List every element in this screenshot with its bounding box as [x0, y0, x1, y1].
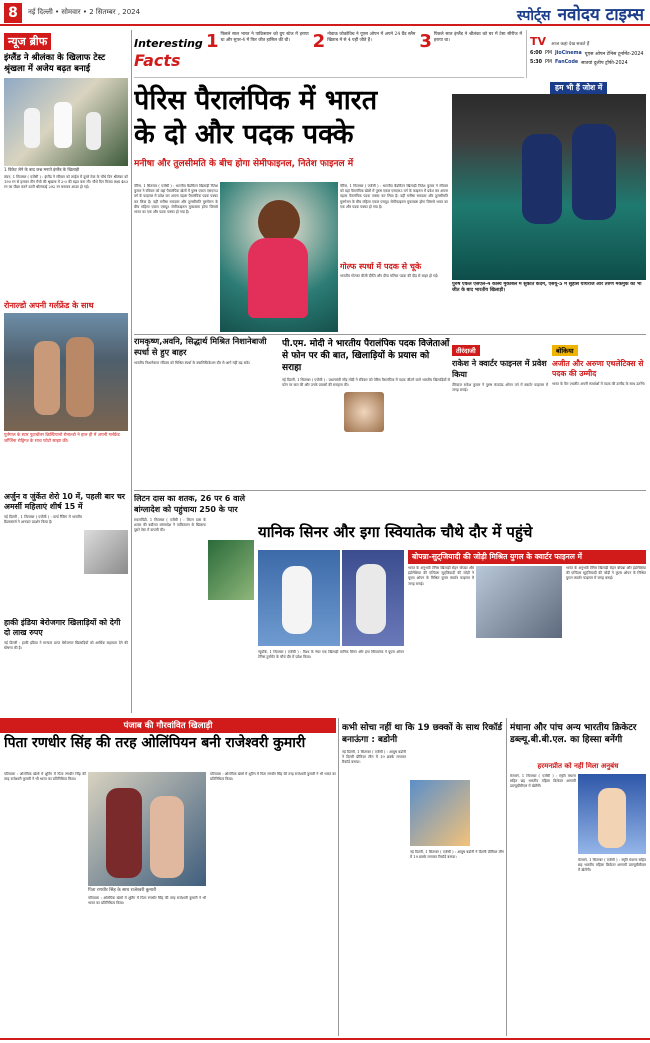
liton-photo [208, 540, 254, 600]
modi-story [282, 338, 450, 486]
punjab-body-2: पटियाला : ओलंपिक खेलों में शूटिंग में पिता रणधीर सिंह की तरह राजेश्वरी कुमारी ने भी भारत का प्रतिनिधित्व किया। [88, 896, 206, 906]
doubles-caption: पुरुष एकल एसएल-4 कांस्य मुकाबले में सुकांत कदम, एसयू-5 में सुहास यथिराज और तरुण मकमुक की भी जीत के बाद भारतीय खिलाड़ी। [452, 282, 642, 294]
punjab-photo [88, 772, 206, 886]
news-brief-tag: न्यूज ब्रीफ [4, 33, 51, 50]
lead-headline: पेरिस पैरालंपिक में भारत के दो और पदक पक्के [134, 85, 378, 150]
mandhana-subhead: हरमनप्रीत को नहीं मिला अनुबंध [537, 762, 619, 770]
archery-body: तीरंदाज राकेश कुमार ने पुरुष कंपाउंड ओपन वर्ग में क्वार्टर फाइनल में जगह बनाई। [452, 383, 548, 393]
archery-tag: तीरंदाजी [452, 345, 480, 356]
mandhana-body: मेलबर्न, 1 सितम्बर ( एजेंसी ) : स्मृति मंधाना सहित छह भारतीय महिला क्रिकेटर आगामी डब्ल्यूबीबीएल में खेलेंगी। [510, 774, 576, 789]
sinner-body: न्यूयॉर्क, 1 सितम्बर ( एजेंसी ) : विश्व के नंबर एक खिलाड़ी यानिक सिनर और इगा स्वियातेक ने यूएस ओपन टेनिस टूर्नामेंट के चौथे दौर में प्रवेश किया। [258, 650, 404, 660]
sinner-headline: यानिक सिनर और इगा स्वियातेक चौथे दौर में पहुंचे [258, 523, 533, 541]
archery-headline: राकेश ने क्वार्टर फाइनल में प्रवेश किया [452, 359, 547, 379]
cricket-photo-caption: 1 विकेट लेने के बाद जश्न मनाते इंग्लैंड के खिलाड़ी [4, 167, 80, 172]
liton-body: रावलपिंडी, 1 सितम्बर ( एजेंसी ) : लिटन दास के शतक की बदौलत बांग्लादेश ने पाकिस्तान के खिलाफ दूसरे टेस्ट में वापसी की। [134, 518, 206, 533]
photo-tag: हम भी हैं जोश में [550, 82, 607, 94]
arjun-headline: अर्जुन व जुंकेंत शेरो 10 में, पहली बार चर अमर्सी महिलाएं शीर्ष 15 में [4, 492, 125, 511]
tv-row: 5:30 PM FanCode सातवां दुलीप ट्रॉफी-2024 [530, 60, 628, 66]
boccia-story [552, 338, 646, 486]
facts-title-a: Interesting [134, 37, 203, 50]
ronaldo-caption: पुर्तगाल के स्टार फुटबॉलर क्रिस्टियानो रोनाल्डो ने हाल ही में अपनी गर्लफ्रेंड जॉर्जिना रोड्रिग्ज के साथ फोटो साझा की। [4, 433, 120, 444]
badoni-body-2: नई दिल्ली, 1 सितम्बर ( एजेंसी ) : आयुष बडोनी ने दिल्ली प्रीमियर लीग में 19 छक्के लगाकर रिकॉर्ड बनाया। [410, 850, 504, 860]
modi-photo [344, 392, 384, 432]
punjab-headline: पिता रणधीर सिंह की तरह ओलिंपियन बनी राजेश्वरी कुमारी [4, 735, 306, 751]
lead-subhead: मनीषा और तुलसीमति के बीच होगा सेमीफाइनल, नितेश फाइनल में [134, 159, 354, 169]
tennis-photo-1 [258, 550, 340, 646]
cricket-photo [4, 78, 128, 166]
fact-item: 1 पिछले साल भारत ने पाकिस्तान को ग्रुप स्टेज में हराया था और सुपर-4 में फिर जीत हासिल की थी। [206, 31, 309, 52]
archery-story [452, 338, 548, 486]
bopanna-body-right: भारत के अनुभवी टेनिस खिलाड़ी रोहन बोपन्ना और इंडोनेशिया की एल्डिला सुट्जियादी की जोड़ी ने यूएस ओपन के मिश्रित युगल क्वार्टर फाइनल में जगह बनाई। [566, 566, 646, 581]
tv-sub: आज कहां देख सकते हैं [551, 42, 590, 47]
mandhana-body-2: मेलबर्न, 1 सितम्बर ( एजेंसी ) : स्मृति मंधाना सहित छह भारतीय महिला क्रिकेटर आगामी डब्ल्यूबीबीएल में खेलेंगी। [578, 858, 646, 873]
fact-item: 3 पिछले साल इंग्लैंड ने श्रीलंका को घर में टेस्ट सीरीज में हराया था। [419, 31, 523, 52]
arjun-photo [84, 530, 128, 574]
rmk-body: भारतीय निशानेबाज रविवार को मिश्रित स्पर्धा के क्वालिफिकेशन दौर से आगे नहीं बढ़ सके। [134, 361, 251, 365]
hockey-headline: हाकी इंडिया बेरोजगार खिलाड़ियों को देगी दो लाख रुपए [4, 618, 121, 637]
tennis-photo-2 [342, 550, 404, 646]
golf-side: गोल्फ स्पर्धा में पदक से चूके भारतीय गोल्फर बीजी दीप्ति और दीपा मलिक पदक की दौड़ से बाहर हो गईं। [340, 262, 448, 332]
mandhana-headline: मंधाना और पांच अन्य भारतीय क्रिकेटर डब्ल्यू.बी.बी.एल. का हिस्सा बनेंगी [510, 723, 637, 745]
modi-headline: पी.एम. मोदी ने भारतीय पैरालंपिक पदक विजेताओं से फोन पर की बात, खिलाड़ियों के प्रयास को सराहा [282, 339, 450, 373]
ronaldo-title: रोनाल्डो अपनी गर्लफ्रेंड के साथ [4, 301, 94, 310]
news-brief [4, 30, 128, 300]
masthead [0, 0, 650, 26]
punjab-body: पटियाला : ओलंपिक खेलों में शूटिंग में पिता रणधीर सिंह की तरह राजेश्वरी कुमारी ने भी भारत का प्रतिनिधित्व किया। [4, 772, 86, 782]
page-number: 8 [4, 3, 22, 23]
tv-box [526, 30, 646, 78]
bopanna-photo [476, 566, 562, 638]
tv-row: 6:00 PM JioCinema यूएस ओपन टेनिस टूर्नामेंट-2024 [530, 51, 644, 57]
boccia-headline: अजीत और अरुणा एथलेटिक्स से पदक की उम्मीद [552, 359, 644, 378]
bopanna-body: भारत के अनुभवी टेनिस खिलाड़ी रोहन बोपन्ना और इंडोनेशिया की एल्डिला सुट्जियादी की जोड़ी ने यूएस ओपन के मिश्रित युगल क्वार्टर फाइनल में जगह बनाई। [408, 566, 474, 586]
section-name: स्पोर्ट्स [516, 8, 551, 24]
facts-strip [134, 30, 524, 78]
badoni-body: नई दिल्ली, 1 सितम्बर ( एजेंसी ) : आयुष बडोनी ने दिल्ली प्रीमियर लीग में 19 छक्के लगाकर रिकॉर्ड बनाया। [342, 750, 406, 765]
punjab-caption: पिता रणधीर सिंह के साथ राजेश्वरी कुमारी [88, 888, 157, 893]
bopanna-band: बोपन्ना-सुट्जियादी की जोड़ी मिश्रित युगल के क्वार्टर फाइनल में [408, 550, 646, 564]
punjab-body-3: पटियाला : ओलंपिक खेलों में शूटिंग में पिता रणधीर सिंह की तरह राजेश्वरी कुमारी ने भी भारत का प्रतिनिधित्व किया। [210, 772, 336, 782]
lead-body-left: पेरिस, 1 सितम्बर ( एजेंसी ) : भारतीय बैडमिंटन खिलाड़ी नितेश कुमार ने रविवार को यहां पैरालंपिक खेलों में पुरुष एकल एसएल3 वर्ग के फाइनल में प्रवेश कर अपना पहला पैरालंपिक पदक पक्का कर लिया है। वहीं मनीषा रामदास और तुलसीमति मुरुगेसन के बीच महिला एकल एसयू5 सेमीफाइनल मुकाबला होगा जिससे भारत का एक और पदक पक्का हो गया है। [134, 184, 218, 215]
ronaldo-photo [4, 313, 128, 431]
hockey-story [4, 618, 128, 713]
mandhana-photo [578, 774, 646, 854]
rmk-headline: रामकृष्ण,अवनि, सिद्धार्थ मिश्रित निशानेबाजी स्पर्धा से हुए बाहर [134, 336, 267, 357]
arjun-story [4, 492, 128, 617]
boccia-body: भारत के पैरा एथलीट अपनी स्पर्धाओं में पदक की उम्मीद के साथ उतरेंगे। [552, 382, 646, 386]
boccia-tag: बोकिया [552, 345, 578, 356]
news-brief-headline: इंग्लैंड ने श्रीलंका के खिलाफ टेस्ट श्रृंखला में अजेय बढ़त बनाई [4, 53, 106, 74]
hockey-body: नई दिल्ली : हाकी इंडिया ने मान्यता प्राप्त बेरोजगार खिलाड़ियों को आर्थिक सहायता देने की घोषणा की है। [4, 641, 128, 651]
rmk-story [134, 336, 278, 486]
badoni-photo [410, 780, 470, 846]
lead-body-mid: पेरिस, 1 सितम्बर ( एजेंसी ) : भारतीय बैडमिंटन खिलाड़ी नितेश कुमार ने रविवार को यहां पैरालंपिक खेलों में पुरुष एकल एसएल3 वर्ग के फाइनल में प्रवेश कर अपना पहला पैरालंपिक पदक पक्का कर लिया है। वहीं मनीषा रामदास और तुलसीमति मुरुगेसन के बीच महिला एकल एसयू5 सेमीफाइनल मुकाबला होगा जिससे भारत का एक और पदक पक्का हो गया है। [340, 184, 448, 209]
liton-headline: लिटन दास का शतक, 26 पर 6 वाले बांग्लादेश को पहुंचाया 250 के पार [134, 494, 246, 514]
liton-story [134, 494, 254, 714]
punjab-band: पंजाब की गौरवांवित खिलाड़ी [0, 718, 336, 733]
fact-item: 2 नोवाक जोकोविच ने यूएस ओपन में अपने 24 ग्रैंड स्लैम खिताब में से 4 यहीं जीते हैं। [312, 31, 416, 52]
dateline: नई दिल्ली • सोमवार • 2 सितम्बर , 2024 [28, 8, 141, 16]
badoni-headline: कभी सोचा नहीं था कि 19 छक्कों के साथ रिकॉर्ड बनाऊंगा : बडोनी [342, 723, 503, 745]
badminton-photo [220, 182, 338, 332]
doubles-photo [452, 94, 646, 280]
arjun-body: नई दिल्ली , 1 सितम्बर ( एजेंसी ) : वर्ल्ड रैंकिंग में भारतीय ग्रैंडमास्टर्स ने शानदार प्रदर्शन किया है। [4, 515, 82, 525]
modi-body: नई दिल्ली, 1 सितम्बर ( एजेंसी ) : प्रधानमंत्री नरेंद्र मोदी ने रविवार को पेरिस पैरालंपिक में पदक जीतने वाले भारतीय खिलाड़ियों से फोन पर बात की और उनके प्रयासों की सराहना की। [282, 378, 450, 388]
news-brief-body: लंदन, 1 सितम्बर ( एजेंसी ) : इंग्लैंड ने रविवार को लार्ड्स में दूसरे टेस्ट के चौथे दिन श्रीलंका को 190 रन से हराकर तीन मैचों की श्रृंखला में 2-0 की बढ़त बना ली। चौथे दिन विजय लक्ष्य 483 रन का पीछा करने उतरी श्रीलंकाई 292 रन बनाकर आउट हो गई। [4, 175, 128, 190]
ronaldo-box [4, 300, 128, 486]
tv-label: TV [530, 35, 547, 48]
facts-title-b: Facts [134, 51, 181, 70]
brand-logo: नवोदय टाइम्स [557, 5, 644, 25]
